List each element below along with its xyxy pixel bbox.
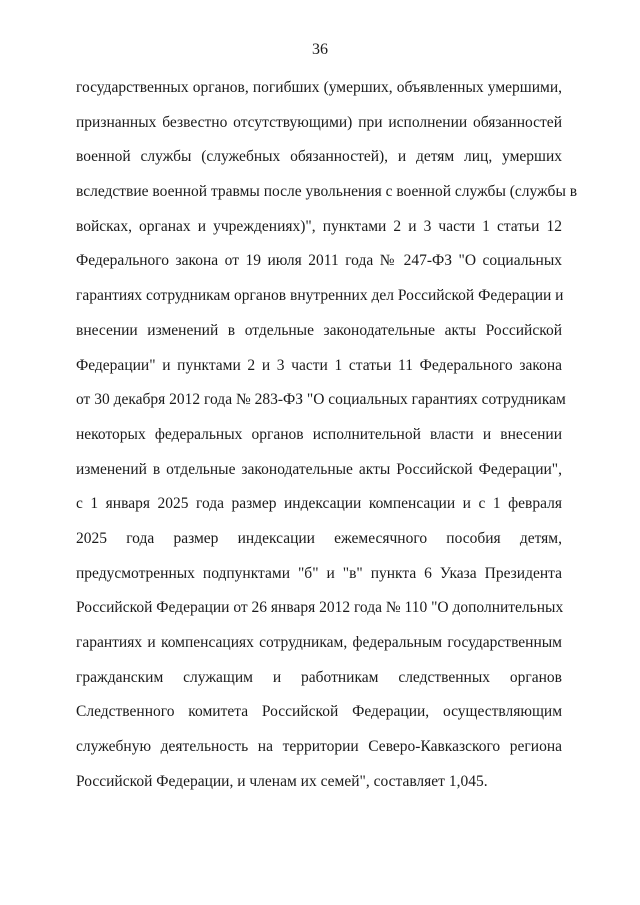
text-line: предусмотренных подпунктами "б" и "в" пункта 6 Указа Президента (76, 564, 562, 582)
text-line: Федерального закона от 19 июля 2011 года № 247-ФЗ "О социальных (76, 252, 562, 270)
text-line: внесении изменений в отдельные законодательные акты Российской (76, 321, 562, 339)
text-line: признанных безвестно отсутствующими) при исполнении обязанностей (76, 113, 562, 131)
text-line: служебную деятельность на территории Северо-Кавказского региона (76, 738, 562, 756)
text-line: Следственного комитета Российской Федерации, осуществляющим (76, 703, 562, 721)
text-line: вследствие военной травмы после увольнения с военной службы (службы в (76, 183, 578, 201)
text-line: войсках, органах и учреждениях)", пунктами 2 и 3 части 1 статьи 12 (76, 217, 562, 235)
text-line: Российской Федерации от 26 января 2012 года № 110 "О дополнительных (76, 599, 564, 617)
text-line: от 30 декабря 2012 года № 283-ФЗ "О социальных гарантиях сотрудникам (76, 391, 566, 409)
text-line: Российской Федерации, и членам их семей", составляет 1,045. (76, 772, 488, 790)
text-line: гражданским служащим и работникам следственных органов (76, 668, 562, 686)
text-line: с 1 января 2025 года размер индексации компенсации и с 1 февраля (76, 495, 562, 513)
text-line: военной службы (служебных обязанностей), и детям лиц, умерших (76, 148, 562, 166)
body-text (76, 78, 578, 806)
page-number: 36 (312, 41, 328, 58)
text-line: 2025 года размер индексации ежемесячного пособия детям, (76, 529, 562, 547)
text-line: изменений в отдельные законодательные акты Российской Федерации", (76, 460, 562, 478)
text-line: государственных органов, погибших (умерших, объявленных умершими, (76, 79, 562, 96)
text-line: Федерации" и пунктами 2 и 3 части 1 статьи 11 Федерального закона (76, 356, 562, 374)
text-line: гарантиях и компенсациях сотрудникам, федеральным государственным (76, 634, 562, 651)
text-line: некоторых федеральных органов исполнительной власти и внесении (76, 425, 562, 443)
text-line: гарантиях сотрудникам органов внутренних дел Российской Федерации и (76, 287, 564, 305)
